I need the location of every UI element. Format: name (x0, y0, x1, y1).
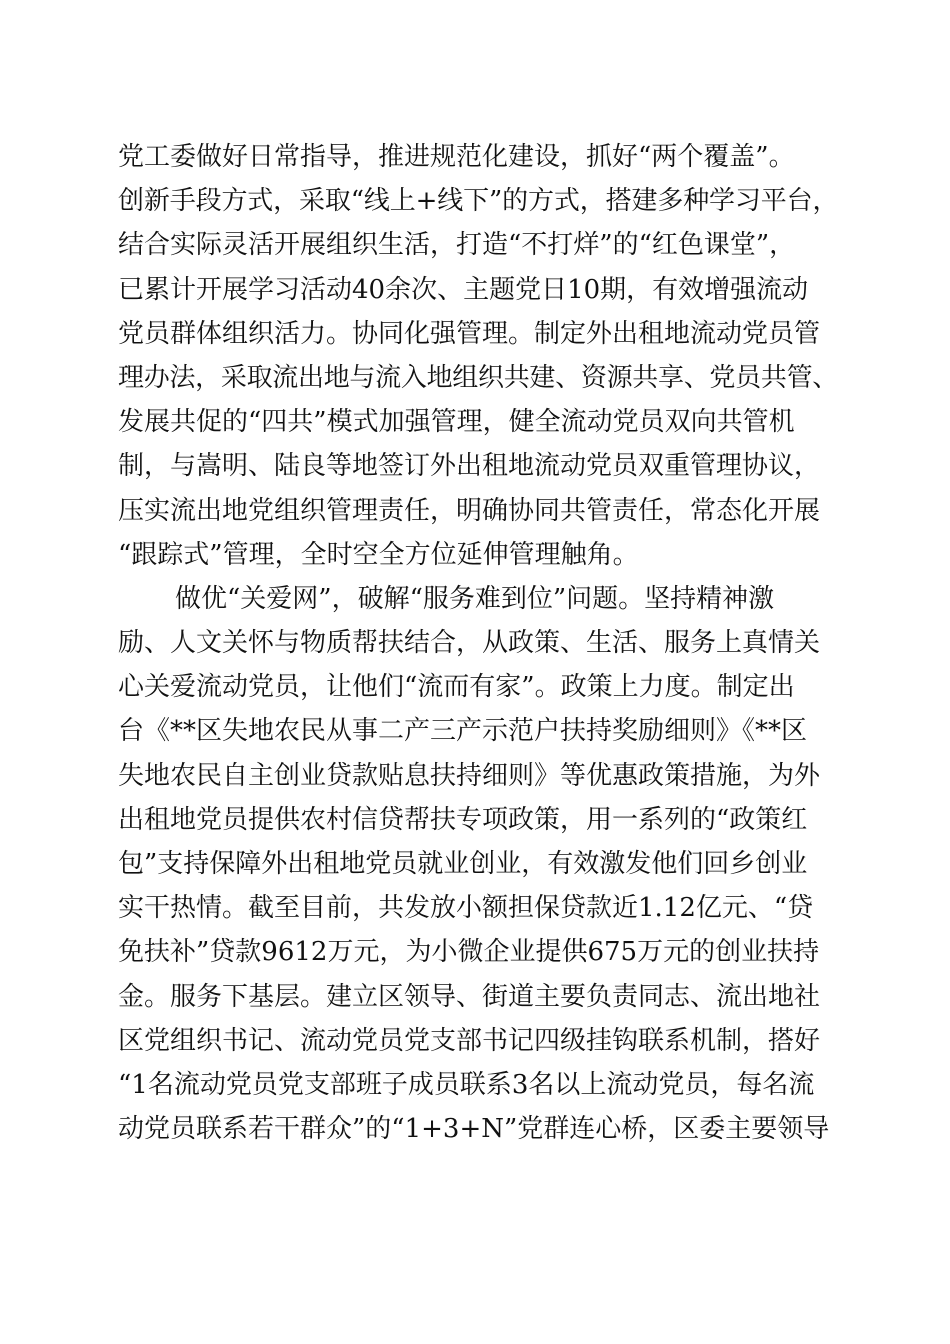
text-line: 制，与嵩明、陆良等地签订外出租地流动党员双重管理协议， (118, 451, 821, 482)
text-line: 区党组织书记、流动党员党支部书记四级挂钩联系机制，搭好 (118, 1025, 821, 1056)
text-line: 失地农民自主创业贷款贴息扶持细则》等优惠政策措施，为外 (118, 760, 821, 791)
text-line: 心关爱流动党员，让他们“流而有家”。政策上力度。制定出 (118, 672, 795, 703)
text-line: 创新手段方式，采取“线上+线下”的方式，搭建多种学习平台， (118, 186, 839, 217)
text-line: “1名流动党员党支部班子成员联系3名以上流动党员，每名流 (118, 1069, 815, 1100)
text-line: 发展共促的“四共”模式加强管理，健全流动党员双向共管机 (118, 407, 795, 438)
paragraph-start-line: 做优“关爱网”，破解“服务难到位”问题。坚持精神激 (175, 583, 775, 614)
text-line: 免扶补”贷款9612万元，为小微企业提供675万元的创业扶持 (118, 937, 820, 968)
text-line: 党工委做好日常指导，推进规范化建设，抓好“两个覆盖”。 (118, 142, 795, 172)
text-line: 党员群体组织活力。协同化强管理。制定外出租地流动党员管 (118, 318, 821, 349)
body-text (118, 135, 838, 1151)
text-line: 金。服务下基层。建立区领导、街道主要负责同志、流出地社 (118, 981, 821, 1012)
text-line: 包”支持保障外出租地党员就业创业，有效激发他们回乡创业 (118, 849, 808, 879)
text-line: “跟踪式”管理，全时空全方位延伸管理触角。 (118, 539, 639, 570)
text-line: 台《**区失地农民从事二产三产示范户扶持奖励细则》《**区 (118, 716, 808, 747)
text-line: 已累计开展学习活动40余次、主题党日10期，有效增强流动 (118, 274, 809, 305)
text-line: 理办法，采取流出地与流入地组织共建、资源共享、党员共管、 (118, 362, 839, 393)
text-line: 动党员联系若干群众”的“1+3+N”党群连心桥，区委主要领导 (118, 1114, 830, 1145)
text-line: 励、人文关怀与物质帮扶结合，从政策、生活、服务上真情关 (118, 628, 821, 659)
text-line: 结合实际灵活开展组织生活，打造“不打烊”的“红色课堂”， (118, 230, 796, 261)
text-line: 实干热情。截至目前，共发放小额担保贷款近1.12亿元、“贷 (118, 893, 814, 924)
text-line: 压实流出地党组织管理责任，明确协同共管责任，常态化开展 (118, 495, 821, 526)
text-line: 出租地党员提供农村信贷帮扶专项政策，用一系列的“政策红 (118, 804, 808, 835)
